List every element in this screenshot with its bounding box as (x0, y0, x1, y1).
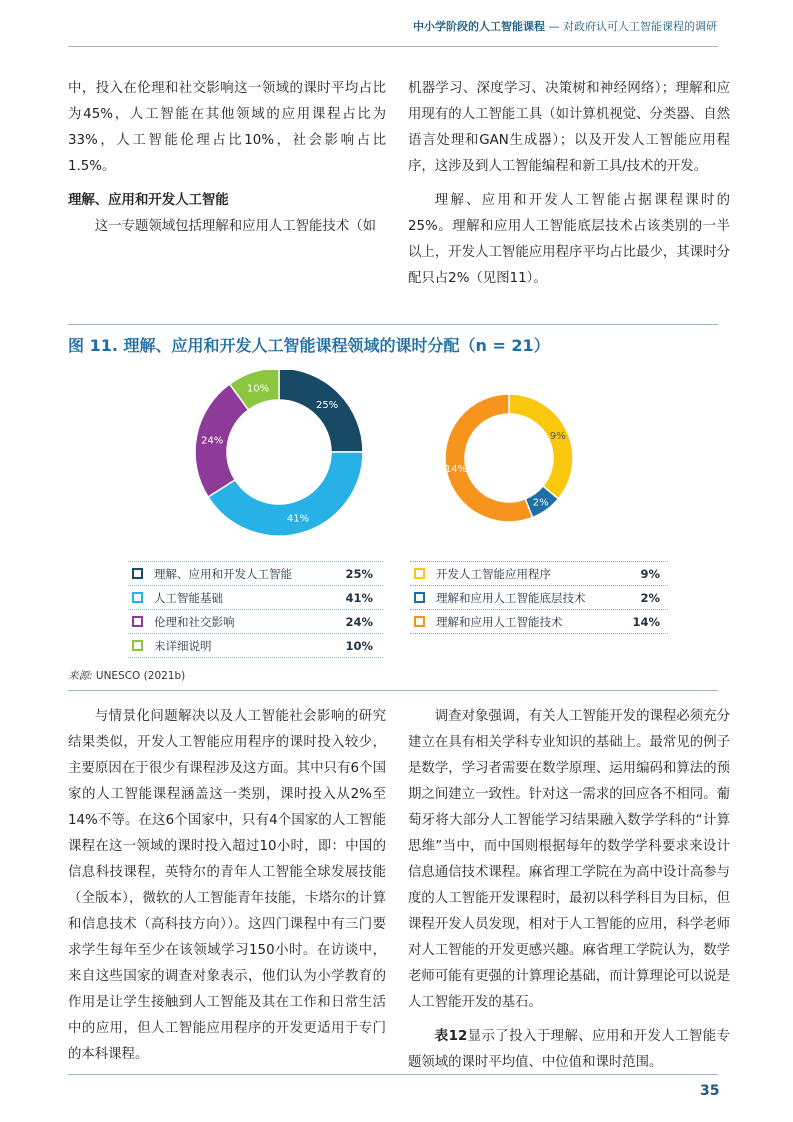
footer-rule (68, 1074, 718, 1075)
legend-item (128, 610, 373, 634)
figure-source (68, 668, 185, 683)
figure-title: 图 11. 理解、应用和开发人工智能课程领域的课时分配（n = 21） (68, 336, 550, 355)
header-title: 中小学阶段的人工智能课程 (413, 20, 545, 33)
legend-value: 25% (345, 567, 373, 581)
legend-item (410, 562, 660, 586)
figure-top-rule (68, 324, 718, 325)
top-right-column (408, 76, 730, 292)
running-header (0, 18, 717, 34)
top-left-paragraph-2: 这一专题领域包括理解和应用人工智能技术（如 (94, 219, 376, 234)
legend-value: 41% (345, 591, 373, 605)
legend-swatch (414, 568, 425, 579)
top-left-paragraph: 中，投入在伦理和社交影响这一领域的课时平均占比为45%，人工智能在其他领域的应用课程占比为33%，人工智能伦理占比10%，社会影响占比1.5%。 (68, 81, 386, 174)
legend-divider (410, 633, 668, 634)
section-heading: 理解、应用和开发人工智能 (68, 193, 229, 208)
legend-swatch (132, 640, 143, 651)
donut2-label-1: 2% (532, 497, 549, 509)
source-label: 来源: (68, 670, 93, 682)
bottom-left-paragraph: 与情景化问题解决以及人工智能社会影响的研究结果类似，开发人工智能应用程序的课时投入较少，主要原因在于很少有课程涉及这方面。其中只有6个国家的人工智能课程涵盖这一类别，课时投入从2%至14%不等。在这6个国家中，只有4个国家的人工智能课程在这一领域的课时投入超过10小时，即：中国的信息科技课程，英特尔的青年人工智能全球发展技能（全版本），微软的人工智能青年技能，卡塔尔的计算和信息技术（高科技方向））。这四门课程中有三门要求学生每年至少在该领域学习150小时。在访谈中，来自这些国家的调查对象表示，他们认为小学教育的作用是让学生接触到人工智能及其在工作和日常生活中的应用，但人工智能应用程序的开发更适用于专门的本科课程。 (68, 709, 386, 1062)
legend-item (128, 634, 373, 658)
legend-label: 伦理和社交影响 (154, 615, 235, 629)
source-text: UNESCO (2021b) (95, 670, 186, 682)
table-ref: 表12 (434, 1029, 468, 1044)
donut2-label-2: 14% (444, 464, 468, 476)
legend-item (410, 586, 660, 610)
donut1-label-2: 24% (201, 435, 224, 447)
legend-item (410, 610, 660, 634)
figure-bottom-rule (68, 690, 718, 691)
header-rule (68, 46, 718, 47)
bottom-right-paragraph-2-text: 显示了投入于理解、应用和开发人工智能专题领域的课时平均值、中位值和课时范围。 (408, 1029, 730, 1070)
donut1-label-3: 10% (246, 383, 270, 395)
bottom-left-column (68, 704, 386, 1068)
legend-swatch (414, 616, 425, 627)
donut1-slice-0 (279, 370, 363, 452)
legend-value: 14% (632, 615, 660, 629)
legend-label: 理解和应用人工智能技术 (436, 615, 563, 629)
donut-chart-1 (195, 370, 363, 536)
legend-label: 人工智能基础 (154, 591, 223, 605)
bottom-right-paragraph-1: 调查对象强调，有关人工智能开发的课程必须充分建立在具有相关学科专业知识的基础上。最常见的例子是数学，学习者需要在数学原理、运用编码和算法的预期之间建立一致性。针对这一需求的回应各不相同。葡萄牙将大部分人工智能学习结果融入数学学科的“计算思维”当中，而中国则根据每年的数学学科要求来设计信息通信技术课程。麻省理工学院在为高中设计高参与度的人工智能开发课程时，最初以科学科目为目标，但课程开发人员发现，相对于人工智能的应用，科学老师对人工智能的开发更感兴趣。麻省理工学院认为，数学老师可能有更强的计算理论基础，而计算理论可以说是人工智能开发的基石。 (408, 709, 730, 1010)
donut1-label-1: 41% (286, 513, 310, 525)
legend-divider (128, 657, 383, 658)
top-right-paragraph-2: 理解、应用和开发人工智能占据课程课时的25%。理解和应用人工智能底层技术占该类别的一半以上，开发人工智能应用程序平均占比最少，其课时分配只占2%（见图11）。 (408, 193, 730, 286)
donut1-label-0: 25% (315, 399, 339, 411)
legend-value: 24% (345, 615, 373, 629)
legend-value: 10% (345, 639, 373, 653)
top-right-paragraph-1: 机器学习、深度学习、决策树和神经网络）；理解和应用现有的人工智能工具（如计算机视觉、分类器、自然语言处理和GAN生成器）；以及开发人工智能应用程序，这涉及到人工智能编程和新工具/技术的开发。 (408, 81, 730, 174)
legend-swatch (132, 592, 143, 603)
donut2-slice-0 (509, 394, 573, 499)
bottom-right-column (408, 704, 730, 1076)
donut2-label-0: 9% (549, 431, 566, 443)
legend-label: 理解、应用和开发人工智能 (154, 567, 292, 581)
donut1-slice-1 (208, 452, 363, 536)
legend-swatch (132, 616, 143, 627)
legend-label: 开发人工智能应用程序 (436, 567, 551, 581)
page-number: 35 (700, 1083, 720, 1099)
legend-value: 9% (640, 567, 660, 581)
legend-swatch (414, 592, 425, 603)
header-subtitle: — 对政府认可人工智能课程的调研 (548, 20, 717, 33)
legend-swatch (132, 568, 143, 579)
legend-item (128, 586, 373, 610)
legend-item (128, 562, 373, 586)
legend-value: 2% (640, 591, 660, 605)
donut-charts (0, 370, 793, 550)
bottom-right-paragraph-2 (408, 1024, 730, 1076)
legend-label: 未详细说明 (154, 639, 212, 653)
donut-chart-2 (445, 394, 573, 522)
top-left-column (68, 76, 386, 240)
legend-label: 理解和应用人工智能底层技术 (436, 591, 586, 605)
